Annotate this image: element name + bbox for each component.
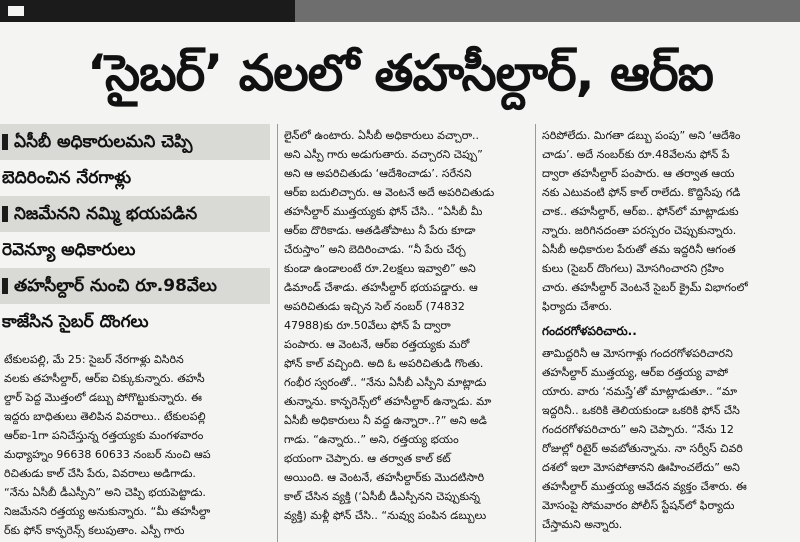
text-line: తహసీల్దార్ ముత్తయ్య, ఆర్ఐ రత్తయ్య వాపో: [542, 366, 729, 379]
deck-text: కాజేసిన సైబర్ దొంగలు: [2, 312, 149, 332]
text-line: న్నారు. జరిగినదంతా పరస్పరం చెప్పుకున్నారు.: [542, 224, 737, 237]
text-line: పంపారు. ఆ వెంటనే, ఆర్ఐ రత్తయ్యకు మరో: [284, 338, 470, 351]
text-line: అపరిచితుడు ఇచ్చిన సెల్ నంబర్ (74832: [284, 300, 465, 313]
column-divider: [277, 124, 278, 542]
text-line: వ్యక్తి) మళ్లీ ఫోన్ చేసి.. “నువ్వు పంపిన డబ్బులు: [284, 509, 487, 522]
deck-text: తహసీల్దార్ నుంచి రూ.98వేలు: [14, 276, 217, 296]
text-line: మధ్యాహ్నం 96638 60633 నంబర్ నుంచి ఆప: [4, 448, 211, 461]
deck-text: రెవెన్యూ అధికారులు: [2, 240, 136, 260]
text-line: గందరగోళపరిచారు” అని చెప్పారు. “నేను 12: [542, 423, 734, 436]
text-line: ఫిర్యాదు చేశారు.: [542, 300, 613, 313]
top-bar-right: [295, 0, 800, 22]
text-line: డిమాండ్ చేశాడు. తహసీల్దార్ భయపడ్డారు. ఆ: [284, 281, 478, 294]
text-line: కులు (సైబర్ దొంగలు) మోసగించారని గ్రహిం: [542, 262, 724, 275]
text-line: నకు ఎటువంటి ఫోన్ కాల్ రాలేదు. కొద్దిసేపు గడి: [542, 186, 741, 199]
text-line: 47988)కు రూ.50వేలు ఫోన్ పే ద్వారా: [284, 319, 451, 332]
text-line: కాల్ చేసిన వ్యక్తి (‘ఏసీబీ డీఎస్పీనని చెప్పుకున్న: [284, 490, 480, 503]
article-column-3: [542, 126, 796, 534]
text-line: చేస్తామని అన్నారు.: [542, 518, 623, 531]
column-divider: [535, 124, 536, 542]
text-line: యారు. వారు ‘నమస్తే’తో మాట్లాడుతూ.. “మా: [542, 385, 738, 398]
text-line: ఏసీబీ అధికారులు నీ వద్ద ఉన్నారా..?” అని అడి: [284, 414, 487, 427]
text-line: వలకు తహసీల్దార్, ఆర్ఐ చిక్కుకున్నారు. తహసీ: [4, 372, 205, 385]
article-column-1: [4, 350, 272, 540]
text-line: చాక.. తహసీల్దార్, ఆర్ఐ.. ఫోన్‌లో మాట్లాడుకు: [542, 205, 739, 218]
text-line: చాడు’. అదే నంబర్‌కు రూ.48వేలను ఫోన్ పే: [542, 148, 730, 161]
deck-bullet: [2, 134, 8, 150]
text-line: ర్‌కు ఫోన్ కాన్ఫరెన్స్ కలుపుతాం. ఎస్పీ గారు: [4, 524, 185, 537]
text-line: రిచితుడు కాల్ చేసి పేరు, వివరాలు అడిగాడు.: [4, 467, 196, 480]
text-line: గాడు. “ఉన్నారు..” అని, రత్తయ్య భయం: [284, 433, 459, 446]
text-line: సరిపోలేదు. మిగతా డబ్బు పంపు” అని ‘ఆదేశిం: [542, 129, 741, 142]
article-column-2: [284, 126, 530, 525]
deck-line: [0, 124, 270, 160]
deck-line: [0, 268, 270, 304]
deck-line: [0, 196, 270, 232]
text-line: అయింది. ఆ వెంటనే, తహసీల్దార్‌కు మొదటిసారి: [284, 471, 485, 484]
text-line: మోసంపై సోమవారం పోలీస్ స్టేషన్‌లో ఫిర్యాదు: [542, 499, 735, 512]
deck-line: [0, 160, 270, 196]
text-line: తామిద్దరినీ ఆ మోసగాళ్లు గందరగోళపరిచారని: [542, 347, 733, 360]
deck-summary: [0, 124, 270, 340]
subheading: గందరగోళపరిచారు..: [542, 324, 637, 338]
text-line: కుండా ఉండాలంటే రూ.2లక్షలు ఇవ్వాలి” అని: [284, 262, 476, 275]
text-line: ద్వారా తహసీల్దార్ పంపారు. ఆ తర్వాత ఆయ: [542, 167, 735, 180]
deck-text: బెదిరించిన నేరగాళ్లు: [2, 168, 132, 188]
text-line: రోజుల్లో రిటైర్ అవబోతున్నాను. నా సర్వీస్ చివరి: [542, 442, 743, 455]
deck-bullet: [2, 278, 8, 294]
text-line: తహసీల్దార్ ముత్తయ్య ఆవేదన వ్యక్తం చేశారు. ఈ: [542, 480, 747, 493]
top-bar-left: [0, 0, 295, 22]
text-line: తహసీల్దార్ ముత్తయ్యకు ఫోన్ చేసి.. “ఏసీబీ మీ: [284, 205, 483, 218]
text-line: ఇద్దరినీ.. ఒకరికి తెలియకుండా ఒకరికి ఫోన్ చేసి: [542, 404, 740, 417]
text-line: ల్దార్ పెద్ద మొత్తంలో డబ్బు పోగొట్టుకున్నారు. ఈ: [4, 391, 202, 404]
headline: ‘సైబర్’ వలలో తహసీల్దార్, ఆర్ఐ: [87, 44, 713, 102]
text-line: అని ఆ అపరిచితుడు ‘ఆదేశించాడు’. సరేనని: [284, 167, 472, 180]
text-line: తున్నాను. కాన్ఫరెన్స్‌లో తహసీల్దార్ ఉన్నాడు. మా: [284, 395, 492, 408]
text-line: భయంగా చెప్పారు. ఆ తర్వాత కాల్ కట్: [284, 452, 451, 465]
text-line: చారు. తహసీల్దార్ వెంటనే సైబర్ క్రైమ్ విభాగంలో: [542, 281, 748, 294]
text-line: అని ఎస్పీ గారు అడుగుతారు. వచ్చారని చెప్పు”: [284, 148, 483, 161]
section-mark: [8, 6, 24, 16]
deck-text: నిజమేనని నమ్మి భయపడిన: [14, 204, 198, 224]
text-line: “నేను ఏసీబీ డీఎస్పీని” అని చెప్పి భయపెట్టాడు.: [4, 486, 206, 499]
text-line: ఆర్ఐ దొరికాడు. ఆతడితోపాటు నీ పేరు కూడా: [284, 224, 476, 237]
text-line: గంభీర స్వరంతో.. “నేను ఏసీబీ ఎస్పీని మాట్లాడు: [284, 376, 487, 389]
text-line: ఆర్ఐ బదులిచ్చారు. ఆ వెంటనే అదే అపరిచితుడు: [284, 186, 495, 199]
text-line: దశలో ఇలా మోసపోతానని ఊహించలేదు” అని: [542, 461, 740, 474]
text-line: చేరుస్తాం” అని బెదిరించాడు. “నీ పేరు చేర్చ: [284, 243, 466, 256]
text-line: ఇద్దరు బాధితులు తెలిపిన వివరాలు.. టేకులపల్లి: [4, 410, 206, 423]
text-line: ఆర్ఐ-1గా పనిచేస్తున్న రత్తయ్యకు మంగళవారం: [4, 429, 204, 442]
text-line: లైన్‌లో ఉంటారు. ఏసీబీ అధికారులు వచ్చారా..: [284, 129, 480, 142]
deck-text: ఏసీబీ అధికారులమని చెప్పి: [14, 132, 193, 152]
text-line: ఫోన్ కాల్ వచ్చింది. అది ఓ అపరిచితుడి గొంతు.: [284, 357, 484, 370]
deck-bullet: [2, 206, 8, 222]
deck-line: [0, 232, 270, 268]
text-line: టేకులపల్లి, మే 25: సైబర్ నేరగాళ్లు విసిరిన: [4, 353, 184, 366]
deck-line: [0, 304, 270, 340]
text-line: నిజమేనని రత్తయ్య అనుకున్నారు. “మీ తహసీల్దా: [4, 505, 211, 518]
text-line: ఏసీబీ అధికారుల పేరుతో తమ ఇద్దరినీ ఆగంత: [542, 243, 736, 256]
